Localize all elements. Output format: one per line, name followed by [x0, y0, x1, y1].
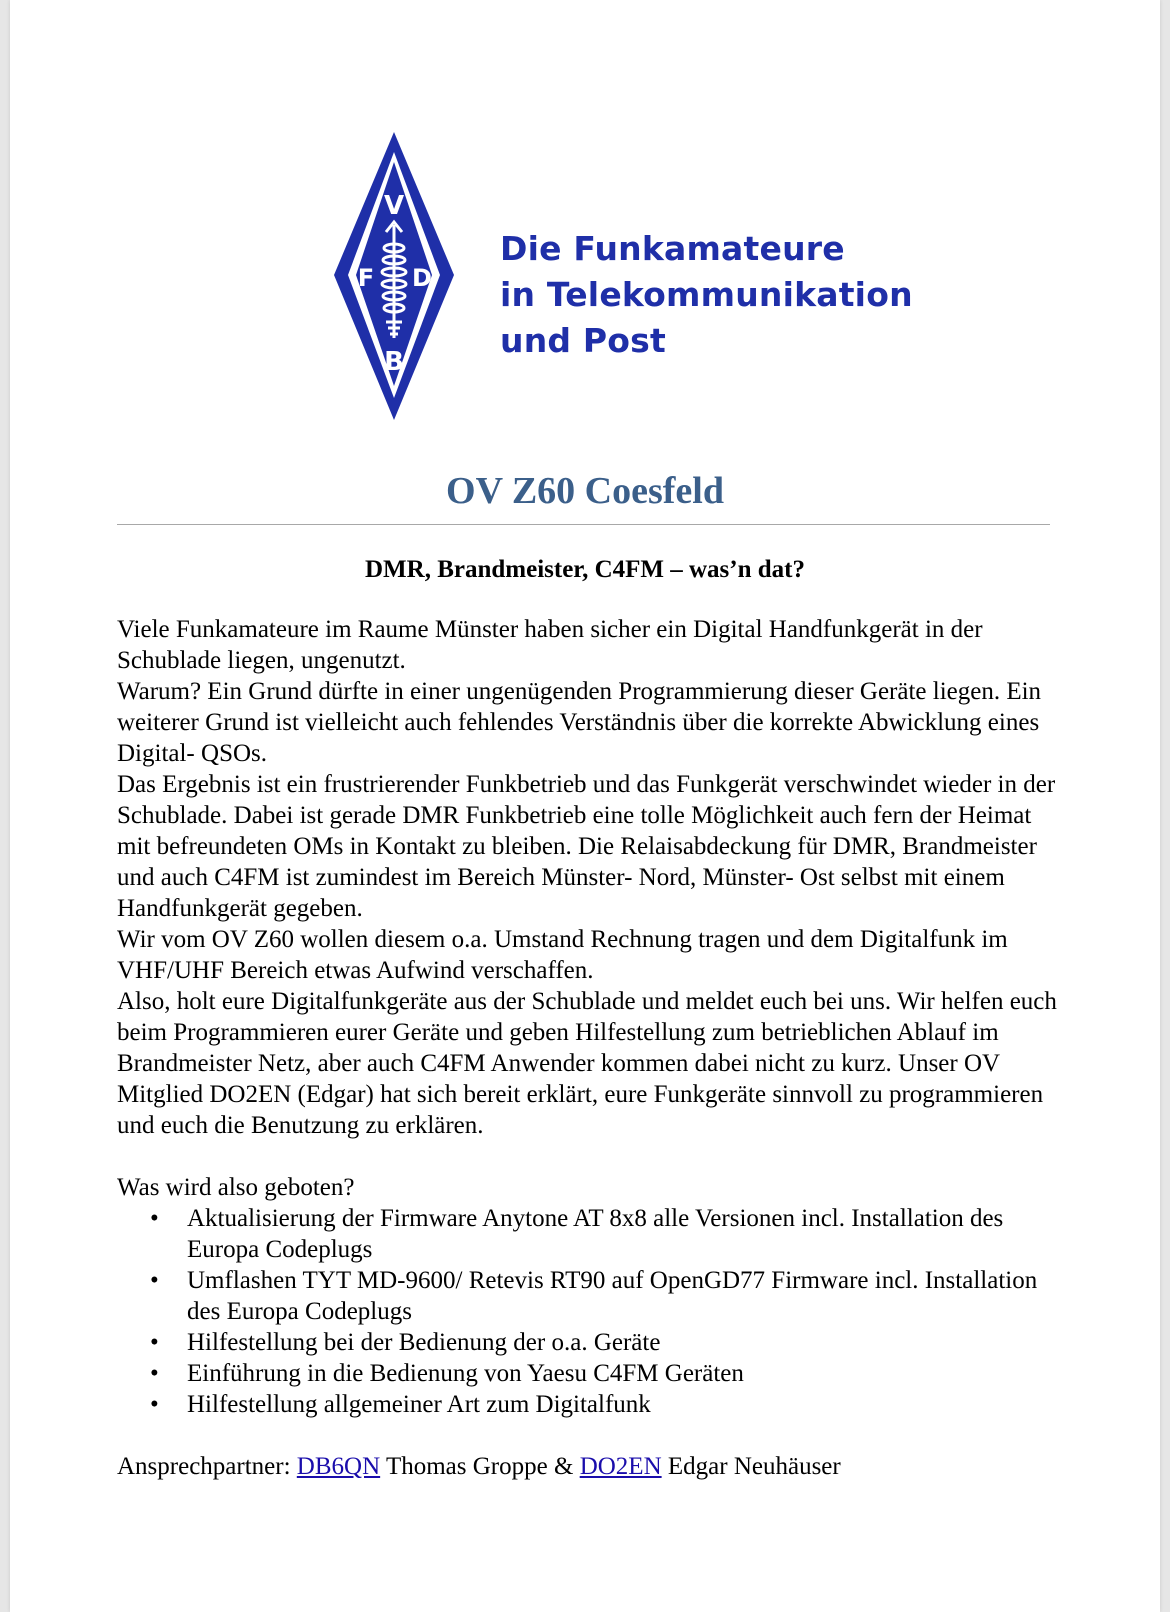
paragraph-4: Wir vom OV Z60 wollen diesem o.a. Umstand Rechnung tragen und dem Digitalfunk im VHF/UHF Bereich etwas Aufwind verschaffen.	[117, 926, 1008, 984]
list-item	[117, 1327, 1057, 1358]
spacer	[117, 1141, 1057, 1172]
vfdb-emblem	[330, 130, 460, 430]
logo-wordmark	[500, 226, 913, 364]
offer-text: Hilfestellung allgemeiner Art zum Digitalfunk	[187, 1391, 651, 1418]
offer-text: Einführung in die Bedienung von Yaesu C4FM Geräten	[187, 1360, 744, 1387]
list-item	[117, 1358, 1057, 1389]
offers-heading: Was wird also geboten?	[117, 1174, 355, 1201]
logo-line-1: Die Funkamateure	[500, 229, 845, 268]
article-subtitle: DMR, Brandmeister, C4FM – was’n dat?	[364, 556, 805, 583]
title-divider	[117, 524, 1050, 525]
paragraph-1: Viele Funkamateure im Raume Münster haben sicher ein Digital Handfunkgerät in der Schublade liegen, ungenutzt.	[117, 616, 983, 674]
paragraph-5: Also, holt eure Digitalfunkgeräte aus der Schublade und meldet euch bei uns. Wir helfen euch beim Programmieren eurer Geräte und geben Hilfestellung zum betrieblichen Ablauf im Brandmeister Netz, aber auch C4FM Anwender kommen dabei nicht zu kurz. Unser OV Mitglied DO2EN (Edgar) hat sich bereit erklärt, eure Funkgeräte sinnvoll zu programmieren und euch die Benutzung zu erklären.	[117, 988, 1057, 1139]
contact-line	[117, 1451, 1057, 1482]
page-title: OV Z60 Coesfeld	[446, 470, 724, 512]
list-item	[117, 1389, 1057, 1420]
paragraph-2: Warum? Ein Grund dürfte in einer ungenügenden Programmierung dieser Geräte liegen. Ein weiterer Grund ist vielleicht auch fehlendes Verständnis über die korrekte Abwicklung eines Digital- QSOs.	[117, 678, 1042, 767]
bullet-icon: •	[150, 1360, 159, 1387]
contact-name-2: Edgar Neuhäuser	[667, 1453, 841, 1480]
contact-joiner: &	[553, 1453, 574, 1480]
contact-name-1: Thomas Groppe	[385, 1453, 548, 1480]
offer-text: Umflashen TYT MD-9600/ Retevis RT90 auf OpenGD77 Firmware incl. Installation des Europa Codeplugs	[187, 1267, 1038, 1325]
spacer	[117, 1420, 1057, 1451]
bullet-icon: •	[150, 1267, 159, 1294]
paragraph-3: Das Ergebnis ist ein frustrierender Funkbetrieb und das Funkgerät verschwindet wieder in der Schublade. Dabei ist gerade DMR Funkbetrieb eine tolle Möglichkeit auch fern der Heimat mit befreundeten OMs in Kontakt zu bleiben. Die Relaisabdeckung für DMR, Brandmeister und auch C4FM ist zumindest im Bereich Münster- Nord, Münster- Ost selbst mit einem Handfunkgerät gegeben.	[117, 771, 1056, 922]
list-item	[117, 1203, 1057, 1265]
document-page	[10, 0, 1160, 1612]
emblem-letter-d: D	[412, 264, 432, 292]
bullet-icon: •	[150, 1391, 159, 1418]
article-body	[117, 614, 1057, 1482]
callsign-link-db6qn[interactable]: DB6QN	[296, 1453, 381, 1480]
emblem-letter-f: F	[357, 264, 375, 292]
emblem-letter-v: V	[383, 191, 405, 221]
list-item	[117, 1265, 1057, 1327]
vfdb-logo	[330, 130, 913, 430]
emblem-letter-b: B	[384, 347, 404, 377]
offer-text: Aktualisierung der Firmware Anytone AT 8x8 alle Versionen incl. Installation des Europa Codeplugs	[187, 1205, 1004, 1263]
logo-line-3: und Post	[500, 321, 666, 360]
bullet-icon: •	[150, 1205, 159, 1232]
offers-list	[117, 1203, 1057, 1420]
bullet-icon: •	[150, 1329, 159, 1356]
contact-label: Ansprechpartner:	[117, 1453, 291, 1480]
callsign-link-do2en[interactable]: DO2EN	[579, 1453, 662, 1480]
logo-line-2: in Telekommunikation	[500, 275, 913, 314]
offer-text: Hilfestellung bei der Bedienung der o.a. Geräte	[187, 1329, 661, 1356]
